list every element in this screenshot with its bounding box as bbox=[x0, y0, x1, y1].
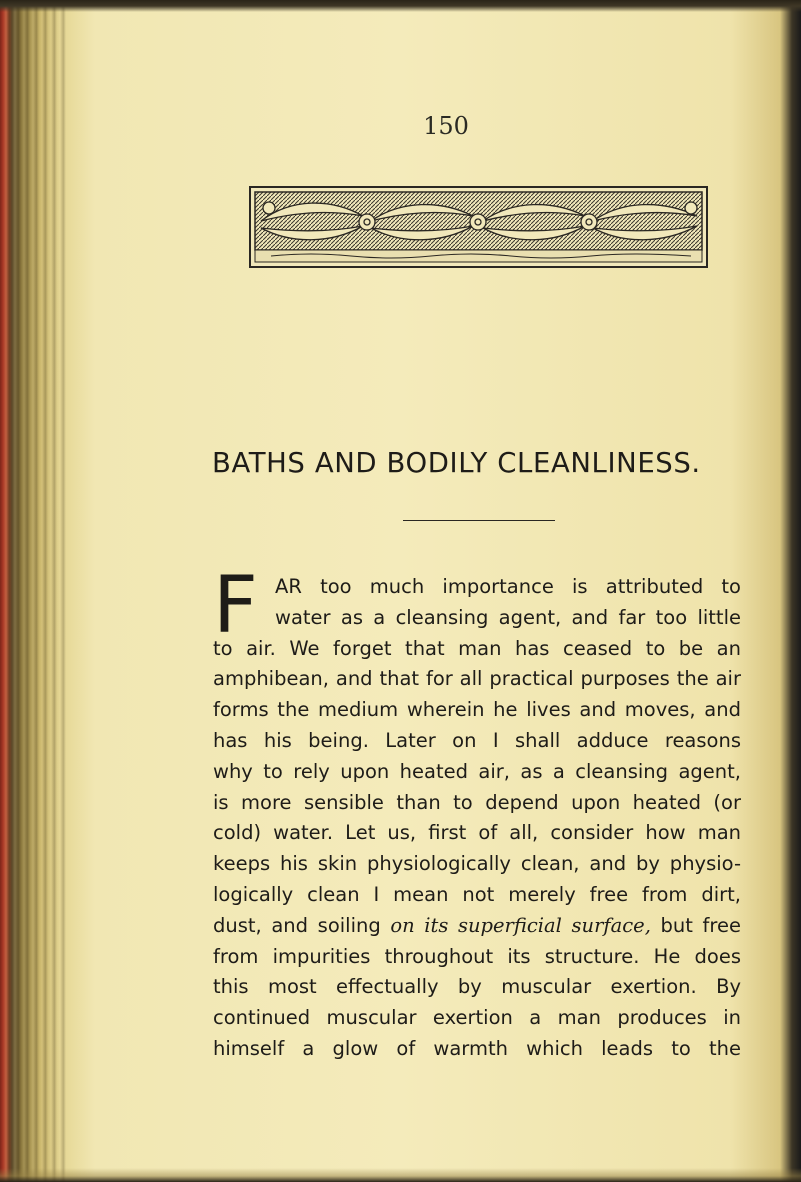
text-run: from impurities throughout its structure. He does bbox=[213, 944, 741, 968]
text-run: amphibean, and that for all practical purposes the air bbox=[213, 667, 741, 691]
text-run: keeps his skin physiologically clean, and by physio- bbox=[213, 852, 741, 876]
text-run: dust, and soiling bbox=[213, 913, 391, 937]
text-line bbox=[275, 575, 741, 598]
text-line bbox=[213, 821, 741, 844]
text-run: continued muscular exertion a man produces in bbox=[213, 1006, 741, 1030]
text-line bbox=[213, 760, 741, 783]
text-run: logically clean I mean not merely free from dirt, bbox=[213, 883, 741, 906]
page-bottom-edge bbox=[0, 1168, 801, 1182]
text-run: this most effectually by muscular exertion. By bbox=[213, 975, 741, 999]
drop-cap-f bbox=[213, 568, 263, 634]
text-run: AR too much importance is attributed to bbox=[275, 575, 741, 598]
text-line bbox=[213, 945, 741, 968]
text-line bbox=[213, 1006, 741, 1029]
italic-text-run: on its superficial surface, bbox=[390, 913, 651, 937]
text-line bbox=[213, 883, 741, 906]
text-run: forms the medium wherein he lives and moves, and bbox=[213, 698, 741, 722]
text-line bbox=[213, 914, 741, 937]
text-line bbox=[213, 852, 741, 875]
ornamental-headpiece bbox=[249, 186, 708, 268]
text-line bbox=[213, 729, 741, 752]
text-line bbox=[213, 975, 741, 998]
text-run: himself a glow of warmth which leads to the bbox=[213, 1037, 741, 1060]
text-line bbox=[213, 1037, 741, 1060]
text-line bbox=[213, 698, 741, 721]
text-run: cold) water. Let us, first of all, consider how man bbox=[213, 821, 741, 845]
text-line bbox=[213, 791, 741, 814]
text-run: water as a cleansing agent, and far too little bbox=[275, 605, 741, 629]
book-spine bbox=[0, 0, 66, 1182]
text-run: has his being. Later on I shall adduce reasons bbox=[213, 729, 741, 752]
page-top-edge bbox=[0, 0, 801, 12]
ornament-icon bbox=[251, 188, 706, 266]
page-number: 150 bbox=[423, 112, 469, 140]
chapter-title: BATHS AND BODILY CLEANLINESS. bbox=[212, 447, 701, 479]
text-run: why to rely upon heated air, as a cleansing agent, bbox=[213, 759, 741, 783]
drop-cap-letter: F bbox=[213, 568, 258, 634]
text-run: but free bbox=[650, 913, 741, 937]
text-run: to air. We forget that man has ceased to be an bbox=[213, 636, 741, 660]
text-run: is more sensible than to depend upon heated (or bbox=[213, 790, 741, 814]
text-line bbox=[275, 606, 741, 629]
text-line bbox=[213, 667, 741, 690]
text-line bbox=[213, 637, 741, 660]
title-rule bbox=[403, 520, 555, 521]
